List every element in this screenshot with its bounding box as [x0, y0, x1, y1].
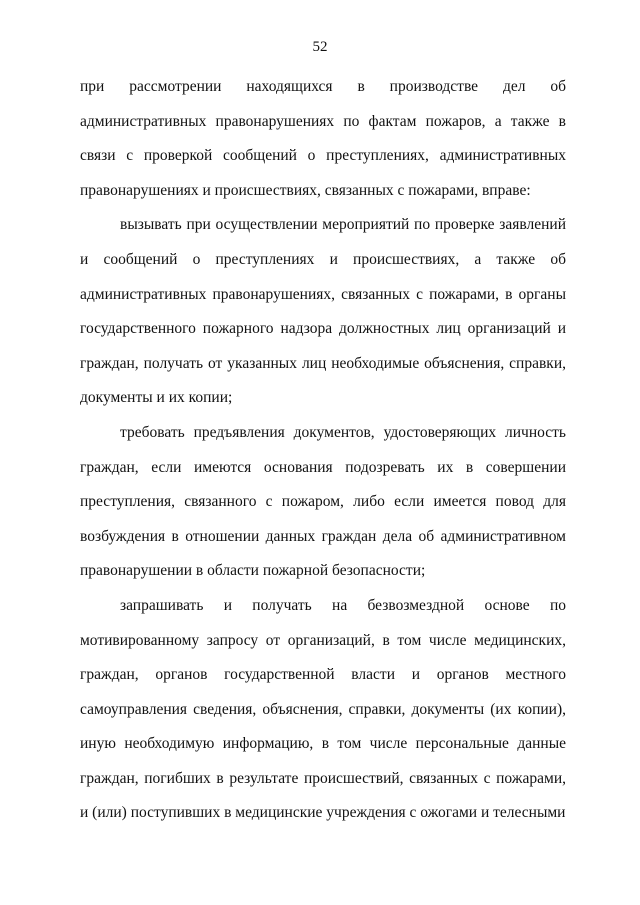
document-body	[80, 70, 566, 831]
paragraph-identity-documents: требовать предъявления документов, удостоверяющих личность граждан, если имеются основания подозревать их в совершении преступления, связанного с пожаром, либо если имеется повод для возбуждения в отношении данных граждан дела об административном правонарушении в области пожарной безопасности;	[80, 423, 566, 580]
paragraph-intro: при рассмотрении находящихся в производстве дел об административных правонарушениях по фактам пожаров, а также в связи с проверкой сообщений о преступлениях, административных правонарушениях и происшествиях, связанных с пожарами, вправе:	[80, 78, 566, 199]
page-number: 52	[312, 39, 328, 55]
paragraph-summon: вызывать при осуществлении мероприятий по проверке заявлений и сообщений о преступлениях и происшествиях, а также об административных правонарушениях, связанных с пожарами, в органы государственного пожарного надзора должностных лиц организаций и граждан, получать от указанных лиц необходимые объяснения, справки, документы и их копии;	[80, 216, 566, 407]
paragraph-request-information: запрашивать и получать на безвозмездной основе по мотивированному запросу от организаций, в том числе медицинских, граждан, органов государственной власти и органов местного самоуправления сведения, объяснения, справки, документы (их копии), иную необходимую информацию, в том числе персональные данные граждан, погибших в результате происшествий, связанных с пожарами, и (или) поступивших в медицинские учреждения с ожогами и телесными	[80, 596, 566, 822]
